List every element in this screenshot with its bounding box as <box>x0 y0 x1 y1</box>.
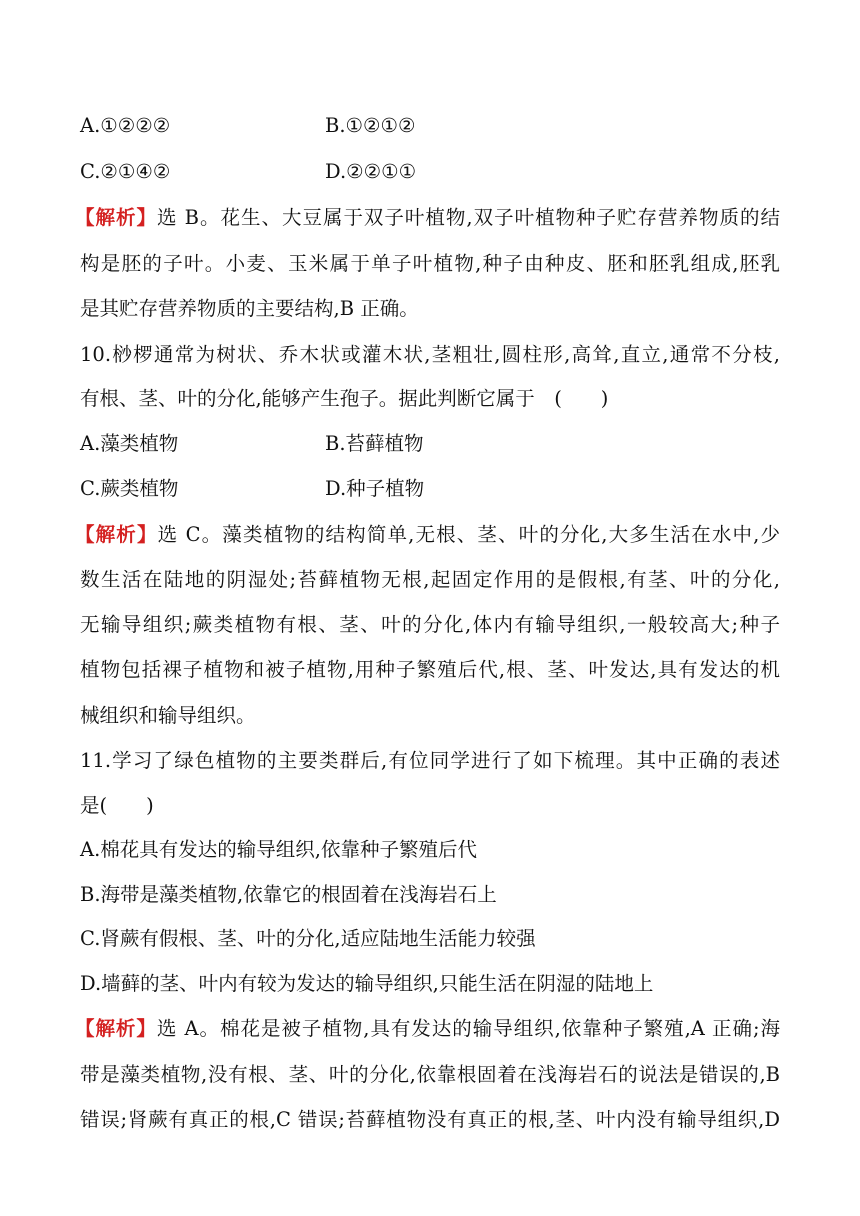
q10-analysis-line-5: 械组织和输导组织。 <box>80 704 256 727</box>
q11-option-d: D.墙藓的茎、叶内有较为发达的输导组织,只能生活在阴湿的陆地上 <box>80 972 654 995</box>
q11-analysis-line-3: 错误;肾蕨有真正的根,C 错误;苔藓植物没有真正的根,茎、叶内没有输导组织,D <box>80 1108 780 1131</box>
q10-analysis-line-4: 植物包括裸子植物和被子植物,用种子繁殖后代,根、茎、叶发达,具有发达的机 <box>80 658 780 681</box>
q10-analysis-line-1: 【解析】选 C。藻类植物的结构简单,无根、茎、叶的分化,大多生活在水中,少 <box>75 523 780 546</box>
q10-stem-line-2: 有根、茎、叶的分化,能够产生孢子。据此判断它属于 ( ) <box>80 387 609 410</box>
q10-stem-line-1: 10.桫椤通常为树状、乔木状或灌木状,茎粗壮,圆柱形,高耸,直立,通常不分枝, <box>80 343 780 366</box>
q10-analysis-line-2: 数生活在陆地的阴湿处;苔藓植物无根,起固定作用的是假根,有茎、叶的分化, <box>80 568 780 591</box>
q9-option-b: B.①②①② <box>325 114 416 137</box>
q9-option-d: D.②②①① <box>325 160 417 183</box>
q10-option-a: A.藻类植物 <box>80 432 179 455</box>
analysis-tag: 【解析】 <box>75 523 158 546</box>
q9-option-c: C.②①④② <box>80 160 171 183</box>
q11-analysis-line-1: 【解析】选 A。棉花是被子植物,具有发达的输导组织,依靠种子繁殖,A 正确;海 <box>75 1017 780 1040</box>
q10-analysis-line-3: 无输导组织;蕨类植物有根、茎、叶的分化,体内有输导组织,一般较高大;种子 <box>80 613 780 636</box>
q11-option-b: B.海带是藻类植物,依靠它的根固着在浅海岩石上 <box>80 883 497 906</box>
q11-stem-line-2: 是( ) <box>80 794 154 817</box>
analysis-tag: 【解析】 <box>75 1017 157 1040</box>
q10-option-c: C.蕨类植物 <box>80 477 179 500</box>
q10-option-b: B.苔藓植物 <box>325 432 424 455</box>
q9-analysis-line-2: 构是胚的子叶。小麦、玉米属于单子叶植物,种子由种皮、胚和胚乳组成,胚乳 <box>80 252 780 275</box>
analysis-tag: 【解析】 <box>75 206 157 229</box>
q11-stem-line-1: 11.学习了绿色植物的主要类群后,有位同学进行了如下梳理。其中正确的表述 <box>80 749 780 772</box>
q9-analysis-line-3: 是其贮存营养物质的主要结构,B 正确。 <box>80 297 419 320</box>
q9-analysis-line-1: 【解析】选 B。花生、大豆属于双子叶植物,双子叶植物种子贮存营养物质的结 <box>75 206 780 229</box>
q11-analysis-line-2: 带是藻类植物,没有根、茎、叶的分化,依靠根固着在浅海岩石的说法是错误的,B <box>80 1063 780 1086</box>
q9-option-a: A.①②②② <box>80 114 171 137</box>
q10-option-d: D.种子植物 <box>325 477 425 500</box>
q11-option-c: C.肾蕨有假根、茎、叶的分化,适应陆地生活能力较强 <box>80 927 536 950</box>
q11-option-a: A.棉花具有发达的输导组织,依靠种子繁殖后代 <box>80 838 477 861</box>
